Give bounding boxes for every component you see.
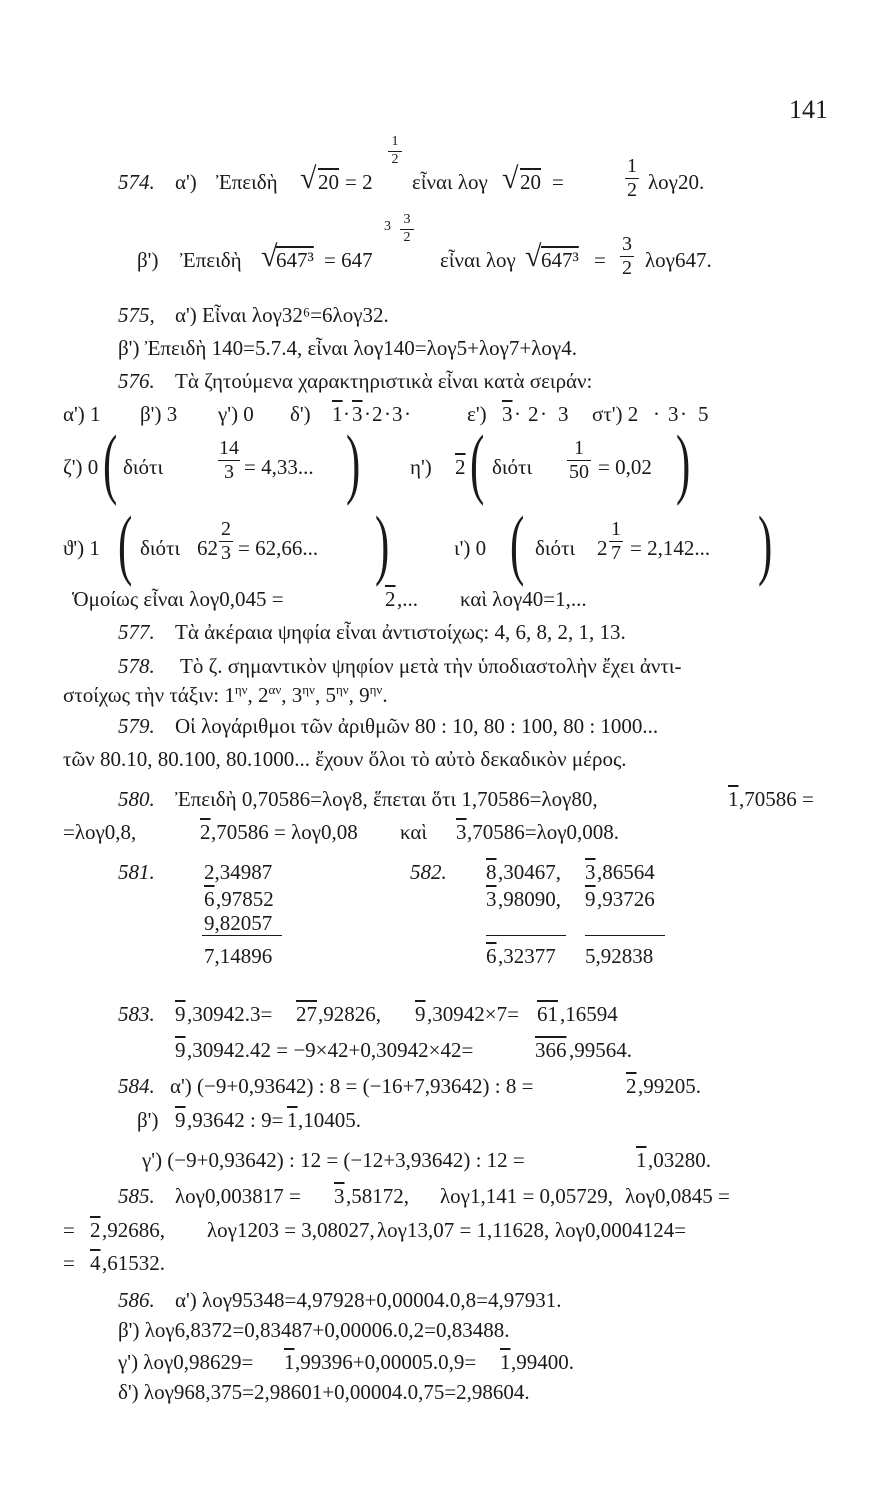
p581-row: 2,34987	[204, 860, 273, 884]
p574-a-text: Ἐπειδὴ	[216, 170, 278, 194]
text: ,92686,	[102, 1218, 165, 1242]
p574-b-exponent	[400, 213, 414, 245]
p580-number: 580.	[118, 787, 155, 811]
p574-a-radicand: 20	[318, 170, 339, 194]
bar: 3	[334, 1184, 345, 1208]
item-d-label: δ')	[290, 402, 311, 426]
text: ,16594	[560, 1002, 618, 1026]
text: ,30942.3=	[187, 1002, 273, 1026]
fraction-den: 3	[221, 542, 231, 564]
exp-den: 2	[388, 151, 402, 167]
fraction-num: 1	[611, 518, 621, 540]
exp-num: 3	[403, 212, 411, 227]
text: ,99400.	[511, 1350, 574, 1374]
paren-right: )	[758, 500, 773, 587]
item-i-value: = 2,142...	[630, 536, 711, 560]
item-h-dioti: διότι	[492, 455, 533, 479]
similar-text2: ,...	[397, 587, 418, 611]
fraction-num: 1	[627, 155, 637, 177]
fraction-num: 2	[221, 518, 231, 540]
p586-number: 586.	[118, 1288, 155, 1312]
p578-text: Τὸ ζ. σημαντικὸν ψηφίον μετὰ τὴν ὑποδιαστολὴν ἔχει ἀντι-	[180, 654, 682, 678]
page-number: 141	[789, 95, 828, 124]
p574-a-exponent	[388, 135, 402, 167]
item-d-v4: 3	[392, 402, 403, 426]
p574-b-radicand: 647³	[276, 248, 314, 272]
p580-line2b: ,70586 = λογ0,08	[211, 820, 358, 844]
p574-a-end: λογ20.	[648, 170, 705, 194]
p582-bar: 9	[585, 887, 596, 911]
item-e-v2: 2	[528, 402, 539, 426]
text: ,58172,	[346, 1184, 409, 1208]
text: λογ0,0004124=	[555, 1218, 687, 1242]
item-e-label: ε')	[467, 402, 487, 426]
p582-sum-bar: 6	[486, 944, 497, 968]
fraction-num: 1	[574, 437, 584, 459]
p582-col2-row1-text: ,86564	[597, 860, 655, 884]
p579-text: Οἱ λογάριθμοι τῶν ἀριθμῶν 80 : 10, 80 : 100, 80 : 1000...	[175, 714, 659, 738]
item-th-label: ϑ') 1	[63, 536, 100, 560]
item-d-v3: 2	[372, 402, 383, 426]
similar-bar: 2	[385, 587, 396, 611]
p583-number: 583.	[118, 1002, 155, 1026]
paren-left: (	[103, 419, 118, 506]
p574-b-radicand2: 647³	[541, 248, 579, 272]
p580-bar1: 2	[200, 820, 211, 844]
p582-col1-row1-text: ,30467,	[498, 860, 561, 884]
p574-a-eq2: =	[552, 170, 564, 194]
p582-col1-row2-text: ,98090,	[498, 887, 561, 911]
text: =	[63, 1218, 75, 1242]
page: 141 574. α') Ἐπειδὴ √ 20 = 2 $\frac{1}{2}$ εἶναι λογ √ 20 = $\frac{1}{2}$ λογ20. β') Ἐπειδὴ √ 647³ = 647 3 $\frac{3}{2}$ εἶναι λογ √ 647³ = $\frac{3}{2}$ λογ647. 575, α') Εἶναι λογ32⁶=6λογ32. β') Ἐπειδὴ 140=5.7.4, εἶναι λογ140=λογ5+λογ7+λογ4. 576. Τὰ ζητούμενα χαρακτηριστικὰ εἶναι κατὰ σειράν: α') 1 β') 3 γ') 0 δ') 1 · 3 · 2 · 3 · ε') 3 · 2 · 3 στ') 2 · 3 · 5 ζ') 0 ( διότι $\frac{14}{3}$ = 4,33... ) η') 2 ( διότι $\frac{1}{50}$ = 0,02 ) ϑ') 1 ( διότι 62 $\frac{2}{3}$ = 62,66... ) ι') 0 ( διότι 2 $\frac{1}{7}$ = 2,142... ) Ὁμοίως εἶναι λογ0,045 = 2 ,... καὶ λογ40=1,... 577. Τὰ ἀκέραια ψηφία εἶναι ἀντιστοίχως: 4, 6, 8, 2, 1, 13. 578. Τὸ ζ. σημαντικὸν ψηφίον μετὰ τὴν ὑποδιαστολὴν ἔχει ἀντι- στοίχως τὴν τάξιν: $1^{\eta\nu}$, $2^{\alpha\nu}$, $3^{\eta\nu}$, $5^{\eta\nu}$, $9^{\eta\nu}$. 579. Οἱ λογάριθμοι τῶν ἀριθμῶν 80 : 10, 80 : 100, 80 : 1000... τῶν 80.10, 80.100, 80.1000... ἔχουν ὅλοι τὸ αὐτὸ δεκαδικὸν μέρος. 580. Ἐπειδὴ 0,70586=λογ8, ἕπεται ὅτι 1,70586=λογ80, 1 ,70586 = =λογ0,8, 2 ,70586 = λογ0,08 καὶ 3 ,70586=λογ0,008. 581. 2,34987 582. 8 ,30467, 3 ,86564 6 ,97852 3 ,98090, 9 ,93726 9,82057 7,14896 6 ,32377 5,92838 583. 9 ,30942.3= 27 ,92826, 9 ,30942×7= 61 ,16594 9 ,30942.42 = −9×42+0,30942×42= 366 ,99564. 584. α') (−9+0,93642) : 8 = (−16+7,93642) : 8 = 2 ,99205. β') 9 ,93642 : 9= 1 ,10405. γ') (−9+0,93642) : 12 = (−12+3,93642) : 12 = 1 ,03280. 585. λογ0,003817 = 3 ,58172, λογ1,141 = 0,05729, λογ0,0845 = = 2 ,92686, λογ1203 = 3,08027, λογ13,07 = 1,11628, λογ0,0004124= = 4 ,61532. 586. α') λογ95348=4,97928+0,00004.0,8=4,97931. β') λογ6,8372=0,83487+0,00006.0,2=0,83488. γ') λογ0,98629= 1 ,99396+0,00005.0,9= 1 ,99400. δ') λογ968,375=2,98601+0,00004.0,75=2,98604.	[63, 95, 828, 1404]
fraction-den: 50	[569, 461, 589, 483]
item-h-value: = 0,02	[598, 455, 652, 479]
item-th-value: = 62,66...	[238, 536, 319, 560]
item-e-v1: 3	[502, 402, 513, 426]
item-a: α') 1	[63, 402, 101, 426]
text: γ') λογ0,98629=	[118, 1350, 254, 1374]
p582-col2-row2-text: ,93726	[597, 887, 655, 911]
item-z-label: ζ') 0	[63, 455, 99, 479]
text: ,99205.	[638, 1074, 701, 1098]
p574-a-text2: εἶναι λογ	[412, 170, 488, 194]
p582-col1-row1: 8	[486, 860, 497, 884]
p577-text: Τὰ ἀκέραια ψηφία εἶναι ἀντιστοίχως: 4, 6, 8, 2, 1, 13.	[175, 620, 626, 644]
sum-rule	[486, 935, 566, 936]
p580-line2a: =λογ0,8,	[63, 820, 137, 844]
p580-line2c: ,70586=λογ0,008.	[467, 820, 620, 844]
bar: 1	[287, 1108, 298, 1132]
p577-number: 577.	[118, 620, 155, 644]
paren-right: )	[676, 419, 691, 506]
text: ,99396+0,00005.0,9=	[295, 1350, 477, 1374]
fraction-num: 14	[219, 437, 239, 459]
p580-bar: 1	[728, 787, 739, 811]
text: =	[63, 1251, 75, 1275]
p580-text: Ἐπειδὴ 0,70586=λογ8, ἕπεται ὅτι 1,70586=λογ80,	[175, 787, 598, 811]
p574-b-fraction	[620, 234, 634, 278]
bar: 1	[500, 1350, 511, 1374]
paren-right: )	[375, 500, 390, 587]
p574-b-root-index: 3	[384, 219, 391, 234]
item-h-bar: 2	[455, 455, 466, 479]
p582-sum1-text: ,32377	[498, 944, 556, 968]
item-d-v1: 1	[332, 402, 343, 426]
p575-b-text: β') Ἐπειδὴ 140=5.7.4, εἶναι λογ140=λογ5+λογ7+λογ4.	[118, 336, 577, 360]
paren-right: )	[346, 419, 361, 506]
p574-b-label: β')	[137, 248, 159, 272]
p581-number: 581.	[118, 860, 155, 884]
p579-text2: τῶν 80.10, 80.100, 80.1000... ἔχουν ὅλοι τὸ αὐτὸ δεκαδικὸν μέρος.	[63, 747, 627, 771]
radical-sign: √	[525, 240, 542, 273]
bar: 2	[90, 1218, 101, 1242]
p582-sum2: 5,92838	[585, 944, 654, 968]
bar: 1	[636, 1148, 647, 1172]
item-z-fraction	[218, 438, 240, 482]
text: δ') λογ968,375=2,98601+0,00004.0,75=2,98604.	[118, 1380, 530, 1404]
p578-number: 578.	[118, 654, 155, 678]
bar: 27	[296, 1002, 317, 1026]
fraction-den: 7	[611, 542, 621, 564]
item-d-v2: 3	[352, 402, 363, 426]
p582-col2-row1: 3	[585, 860, 596, 884]
item-i-whole: 2	[597, 536, 608, 560]
fraction-den: 2	[622, 257, 632, 279]
radical-sign: √	[502, 162, 519, 195]
text: λογ13,07 = 1,11628,	[377, 1218, 550, 1242]
p574-a-fraction	[625, 156, 639, 200]
bar: 366	[535, 1038, 567, 1062]
p584-number: 584.	[118, 1074, 155, 1098]
item-h-fraction	[567, 438, 591, 482]
p574-a-radicand2: 20	[520, 170, 541, 194]
item-i-dioti: διότι	[535, 536, 576, 560]
sum-rule	[585, 935, 665, 936]
similar-text: Ὁμοίως εἶναι λογ0,045 =	[72, 587, 284, 611]
item-st-v3: 5	[698, 402, 709, 426]
text: λογ0,0845 =	[625, 1184, 730, 1208]
text: ,93642 : 9=	[187, 1108, 284, 1132]
text: ,30942×7=	[427, 1002, 519, 1026]
item-th-fraction	[219, 519, 233, 563]
item-z-value: = 4,33...	[244, 455, 314, 479]
p580-text-b: ,70586 =	[739, 787, 814, 811]
item-st: στ') 2	[592, 402, 639, 426]
bar: 4	[90, 1251, 101, 1275]
text: λογ1,141 = 0,05729,	[440, 1184, 614, 1208]
p574-b-eq: = 647	[324, 248, 373, 272]
bar: 1	[284, 1350, 295, 1374]
bar: 9	[175, 1108, 186, 1132]
text: ,61532.	[102, 1251, 165, 1275]
p574-b-text: Ἐπειδὴ	[180, 248, 242, 272]
text: α') λογ95348=4,97928+0,00004.0,8=4,97931.	[175, 1288, 562, 1312]
p581-bar: 6	[204, 887, 215, 911]
bar: 9	[175, 1038, 186, 1062]
item-th-whole: 62	[197, 536, 218, 560]
p574-number: 574.	[118, 170, 155, 194]
p579-number: 579.	[118, 714, 155, 738]
p575-a-text: α') Εἶναι λογ32⁶=6λογ32.	[175, 303, 389, 327]
p581-row2-text: ,97852	[216, 887, 274, 911]
p581-row: 9,82057	[204, 911, 273, 935]
p574-b-end: λογ647.	[645, 248, 712, 272]
sum-rule	[202, 935, 282, 936]
paren-left: (	[118, 500, 133, 587]
p574-b-eq2: =	[594, 248, 606, 272]
p574-a-eq: = 2	[345, 170, 373, 194]
bar: 2	[626, 1074, 637, 1098]
item-st-v2: 3	[668, 402, 679, 426]
p582-bar: 3	[486, 887, 497, 911]
fraction-den: 3	[218, 460, 240, 482]
radical-sign: √	[261, 240, 278, 273]
text: λογ1203 = 3,08027,	[207, 1218, 375, 1242]
text: ,92826,	[318, 1002, 381, 1026]
p584-a-text: α') (−9+0,93642) : 8 = (−16+7,93642) : 8 =	[170, 1074, 534, 1098]
item-h-label: η')	[410, 455, 432, 479]
p585-number: 585.	[118, 1184, 155, 1208]
p580-kai: καὶ	[400, 820, 428, 844]
fraction-num: 3	[622, 233, 632, 255]
item-th-dioti: διότι	[140, 536, 181, 560]
p576-number: 576.	[118, 369, 155, 393]
text: ,03280.	[648, 1148, 711, 1172]
p581-sum: 7,14896	[204, 944, 273, 968]
item-i-label: ι') 0	[454, 536, 487, 560]
paren-left: (	[470, 419, 485, 506]
text: β') λογ6,8372=0,83487+0,00006.0,2=0,83488.	[118, 1318, 510, 1342]
text: ,10405.	[298, 1108, 361, 1132]
exp-den: 2	[400, 229, 414, 245]
bar: 9	[175, 1002, 186, 1026]
fraction-den: 2	[627, 179, 637, 201]
text: ,99564.	[569, 1038, 632, 1062]
exp-num: 1	[391, 134, 399, 149]
item-i-fraction	[609, 519, 623, 563]
bar: 9	[415, 1002, 426, 1026]
p584-g-text: γ') (−9+0,93642) : 12 = (−12+3,93642) : 12 =	[142, 1148, 525, 1172]
item-g: γ') 0	[218, 402, 254, 426]
text: λογ0,003817 =	[175, 1184, 301, 1208]
item-z-dioti: διότι	[123, 455, 164, 479]
p578-line2: στοίχως τὴν τάξιν: $1^{\eta\nu}$, $2^{\alpha\nu}$, $3^{\eta\nu}$, $5^{\eta\nu}$, $9^{\eta\nu}$.	[63, 682, 388, 707]
paren-left: (	[510, 500, 525, 587]
p575-number: 575,	[118, 303, 155, 327]
text: ,30942.42 = −9×42+0,30942×42=	[187, 1038, 474, 1062]
item-e-v3: 3	[558, 402, 569, 426]
p574-b-text2: εἶναι λογ	[440, 248, 516, 272]
p574-a-label: α')	[175, 170, 197, 194]
p582-number: 582.	[410, 860, 447, 884]
similar-text3: καὶ λογ40=1,...	[460, 587, 587, 611]
p584-b-label: β')	[137, 1108, 159, 1132]
p580-bar2: 3	[456, 820, 467, 844]
item-b: β') 3	[140, 402, 178, 426]
bar: 61	[537, 1002, 558, 1026]
p576-intro-text: Τὰ ζητούμενα χαρακτηριστικὰ εἶναι κατὰ σειράν:	[175, 369, 593, 393]
radical-sign: √	[300, 162, 317, 195]
